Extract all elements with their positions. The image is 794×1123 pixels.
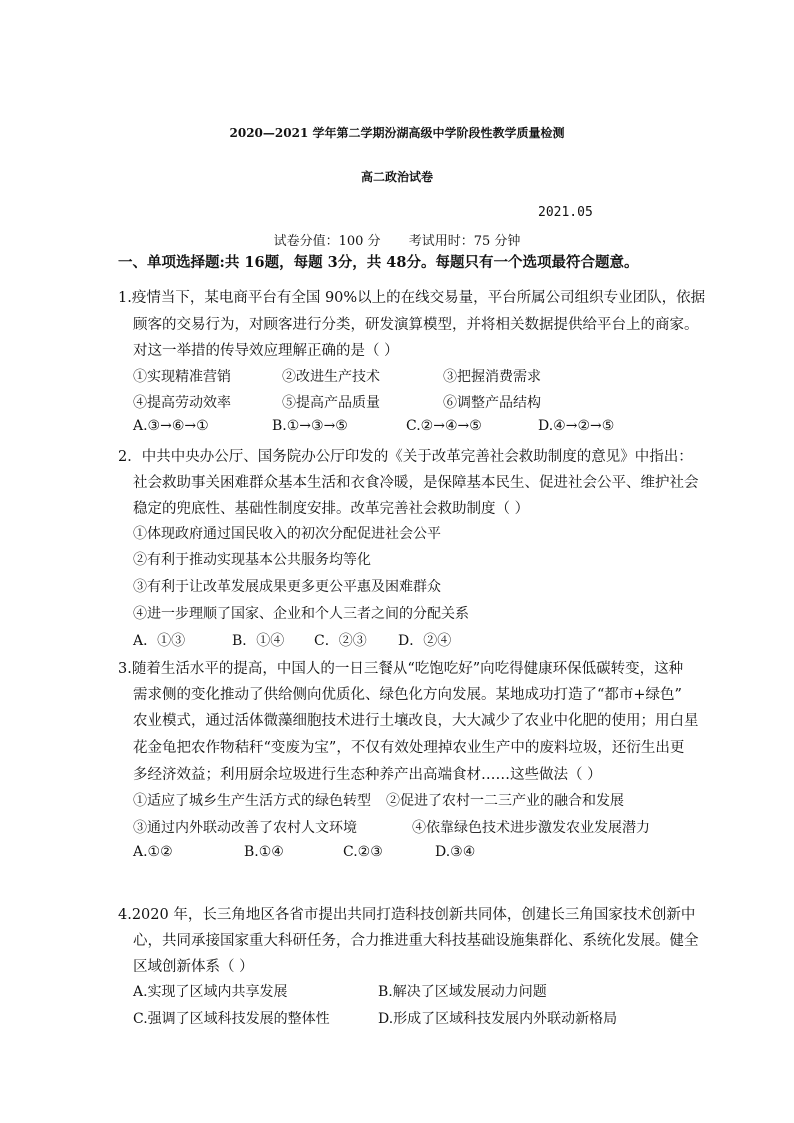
exam-date: 2021.05 — [538, 205, 593, 220]
q1-statement-5: ⑤提高产品质量 — [282, 395, 380, 411]
q1-statement-6: ⑥调整产品结构 — [443, 395, 541, 411]
exam-title: 2020—2021 学年第二学期汾湖高级中学阶段性教学质量检测 — [229, 126, 565, 140]
q2-option-b: B．①④ — [232, 633, 285, 649]
q1-line1: 1.疫情当下，某电商平台有全国 90%以上的在线交易量，平台所属公司组织专业团队，依据 — [118, 290, 706, 306]
q1-line3: 对这一举措的传导效应理解正确的是（ ） — [133, 343, 399, 359]
q2-option-d: D．②④ — [398, 633, 452, 649]
q1-statement-4: ④提高劳动效率 — [133, 395, 231, 411]
q4-option-c: C.强调了区域科技发展的整体性 — [133, 1011, 330, 1027]
q4-option-d: D.形成了区域科技发展内外联动新格局 — [378, 1011, 618, 1027]
q2-statement-1: ①体现政府通过国民收入的初次分配促进社会公平 — [133, 526, 441, 542]
q3-option-b: B.①④ — [244, 844, 284, 860]
q2-statement-3: ③有利于让改革发展成果更多更公平惠及困难群众 — [133, 579, 441, 595]
q1-option-b: B.①→③→⑤ — [272, 418, 348, 434]
q3-statement-1: ①适应了城乡生产生活方式的绿色转型 — [133, 793, 371, 809]
q3-line3: 农业模式，通过活体微藻细胞技术进行土壤改良，大大减少了农业中化肥的使用；用白星 — [133, 713, 699, 729]
exam-subtitle: 高二政治试卷 — [360, 170, 433, 184]
score-info: 试卷分值：100 分 — [273, 234, 381, 249]
q1-statement-2: ②改进生产技术 — [282, 369, 380, 385]
q2-option-c: C．②③ — [314, 633, 367, 649]
q2-statement-2: ②有利于推动实现基本公共服务均等化 — [133, 552, 371, 568]
q3-statement-3: ③通过内外联动改善了农村人文环境 — [133, 820, 357, 836]
q3-line4: 花金龟把农作物秸秆“变废为宝”，不仅有效处理掉农业生产中的废料垃圾，还衍生出更 — [133, 740, 685, 756]
q3-line1: 3.随着生活水平的提高，中国人的一日三餐从“吃饱吃好”向吃得健康环保低碳转变，这种 — [118, 661, 684, 677]
section-heading: 一、单项选择题:共 16题，每题 3分，共 48分。每题只有一个选项最符合题意。 — [118, 254, 639, 271]
q1-option-a: A.③→⑥→① — [133, 418, 209, 434]
q4-line3: 区域创新体系（ ） — [133, 959, 254, 975]
q2-line3: 稳定的兜底性、基础性制度安排。改革完善社会救助制度（ ） — [133, 501, 530, 517]
q3-line2: 需求侧的变化推动了供给侧向优质化、绿色化方向发展。某地成功打造了“都市+绿色” — [133, 687, 682, 703]
q3-option-a: A.①② — [133, 844, 173, 860]
q4-line2: 心，共同承接国家重大科研任务，合力推进重大科技基础设施集群化、系统化发展。健全 — [133, 933, 699, 949]
q4-option-a: A.实现了区域内共享发展 — [133, 984, 288, 1000]
q3-statement-2: ②促进了农村一二三产业的融合和发展 — [386, 793, 624, 809]
q3-statement-4: ④依靠绿色技术进步激发农业发展潜力 — [412, 820, 650, 836]
q3-option-d: D.③④ — [435, 844, 476, 860]
q4-line1: 4.2020 年，长三角地区各省市提出共同打造科技创新共同体，创建长三角国家技术创新中 — [118, 907, 696, 923]
time-info: 考试用时：75 分钟 — [408, 234, 521, 249]
q1-line2: 顾客的交易行为，对顾客进行分类，研发演算模型，并将相关数据提供给平台上的商家。 — [133, 317, 699, 333]
q2-line2: 社会救助事关困难群众基本生活和衣食冷暖，是保障基本民生、促进社会公平、维护社会 — [133, 475, 699, 491]
q1-option-d: D.④→②→⑤ — [538, 418, 615, 434]
q4-option-b: B.解决了区域发展动力问题 — [378, 984, 547, 1000]
q2-line1: 2．中共中央办公厅、国务院办公厅印发的《关于改革完善社会救助制度的意见》中指出： — [118, 449, 693, 465]
exam-meta — [0, 230, 794, 249]
q2-statement-4: ④进一步理顺了国家、企业和个人三者之间的分配关系 — [133, 606, 469, 622]
q1-option-c: C.②→④→⑤ — [406, 418, 482, 434]
q3-line5: 多经济效益；利用厨余垃圾进行生态种养产出高端食材……这些做法（ ） — [133, 767, 602, 783]
q1-statement-1: ①实现精准营销 — [133, 369, 231, 385]
q2-option-a: A．①③ — [133, 633, 186, 649]
q1-statement-3: ③把握消费需求 — [443, 369, 541, 385]
q3-option-c: C.②③ — [343, 844, 383, 860]
